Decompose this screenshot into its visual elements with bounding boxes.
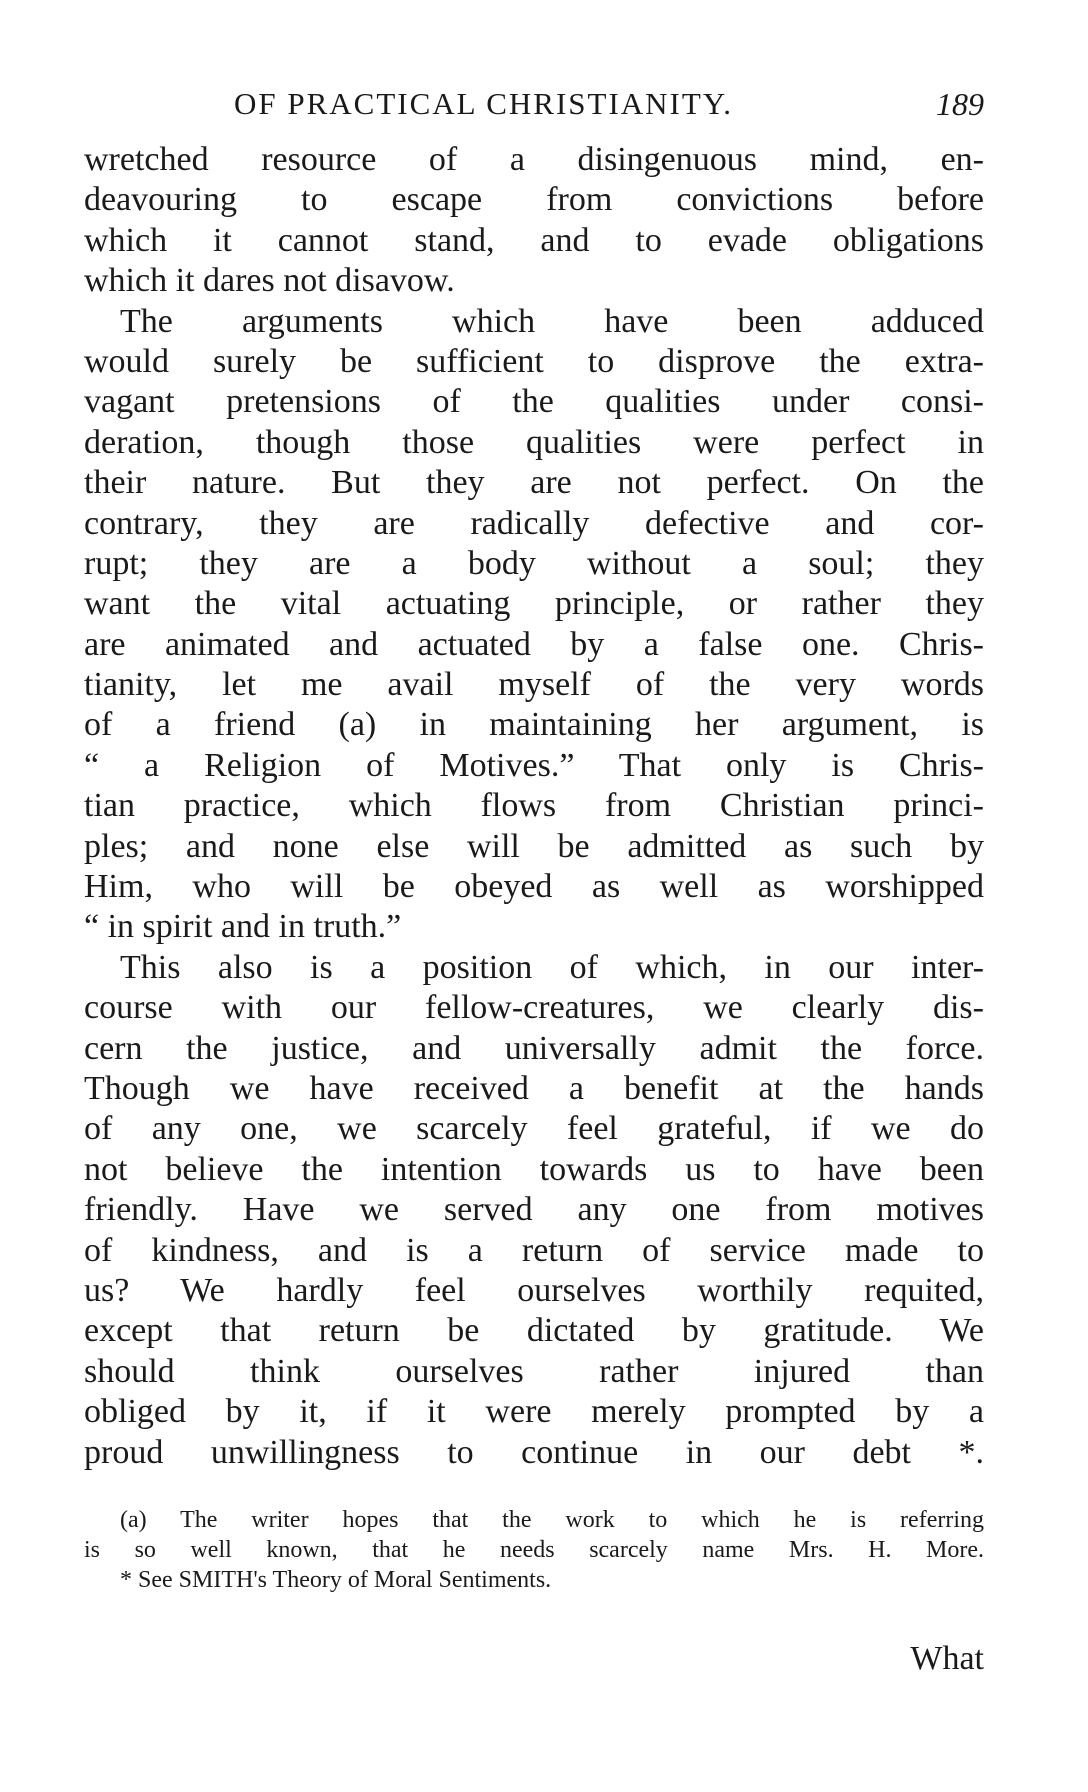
text-line: want the vital actuating principle, or rather they xyxy=(84,585,984,623)
text-line: should think ourselves rather injured than xyxy=(84,1352,984,1390)
text-line: The arguments which have been adduced xyxy=(120,302,984,340)
body-text xyxy=(84,140,984,1473)
catchword: What xyxy=(910,1640,984,1677)
text-line: contrary, they are radically defective and cor- xyxy=(84,504,984,542)
text-line: vagant pretensions of the qualities under consi- xyxy=(84,383,984,421)
text-line: deavouring to escape from convictions before xyxy=(84,181,984,219)
footnotes xyxy=(84,1505,984,1595)
text-line: Though we have received a benefit at the hands xyxy=(84,1069,984,1107)
text-line: which it dares not disavow. xyxy=(84,262,455,300)
text-line: obliged by it, if it were merely prompted by a xyxy=(84,1393,984,1431)
text-line: not believe the intention towards us to have been xyxy=(84,1150,984,1188)
text-line: of any one, we scarcely feel grateful, if we do xyxy=(84,1110,984,1148)
running-title: OF PRACTICAL CHRISTIANITY. xyxy=(234,86,733,121)
text-line: rupt; they are a body without a soul; they xyxy=(84,544,984,582)
text-line: are animated and actuated by a false one. Chris- xyxy=(84,625,984,663)
text-line: “ in spirit and in truth.” xyxy=(84,908,402,946)
text-line: Him, who will be obeyed as well as worshipped xyxy=(84,868,984,906)
footnote-line: is so well known, that he needs scarcely name Mrs. H. More. xyxy=(84,1537,984,1563)
text-line: which it cannot stand, and to evade obligations xyxy=(84,221,984,259)
text-line: This also is a position of which, in our inter- xyxy=(120,948,984,986)
text-line: friendly. Have we served any one from motives xyxy=(84,1191,984,1229)
text-line: of a friend (a) in maintaining her argument, is xyxy=(84,706,984,744)
text-line: proud unwillingness to continue in our debt *. xyxy=(84,1433,984,1471)
text-line: tian practice, which flows from Christian princi- xyxy=(84,787,984,825)
text-line: cern the justice, and universally admit the force. xyxy=(84,1029,984,1067)
running-head xyxy=(84,86,984,126)
text-line: “ a Religion of Motives.” That only is Chris- xyxy=(84,746,984,784)
page-number: 189 xyxy=(936,86,984,122)
text-line: ples; and none else will be admitted as such by xyxy=(84,827,984,865)
text-line: course with our fellow-creatures, we clearly dis- xyxy=(84,989,984,1027)
text-line: us? We hardly feel ourselves worthily requited, xyxy=(84,1271,984,1309)
footnote-line: (a) The writer hopes that the work to which he is referring xyxy=(120,1507,984,1533)
text-line: tianity, let me avail myself of the very words xyxy=(84,666,984,704)
text-line: their nature. But they are not perfect. On the xyxy=(84,464,984,502)
text-line: except that return be dictated by gratitude. We xyxy=(84,1312,984,1350)
text-line: would surely be sufficient to disprove the extra- xyxy=(84,342,984,380)
footnote-line: * See SMITH's Theory of Moral Sentiments. xyxy=(120,1567,552,1593)
text-line: wretched resource of a disingenuous mind, en- xyxy=(84,141,984,178)
text-line: deration, though those qualities were perfect in xyxy=(84,423,984,461)
text-line: of kindness, and is a return of service made to xyxy=(84,1231,984,1269)
